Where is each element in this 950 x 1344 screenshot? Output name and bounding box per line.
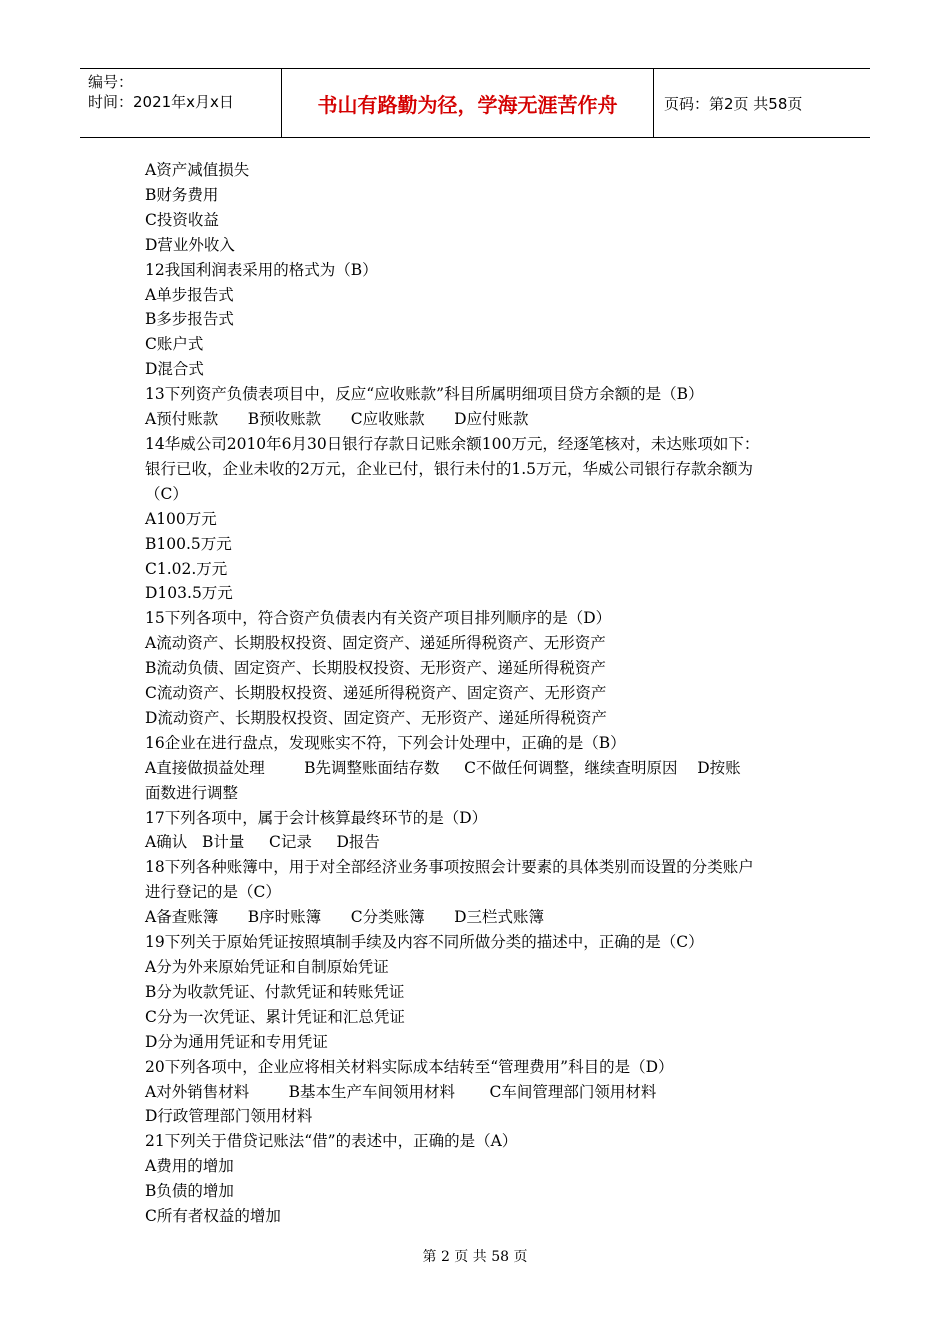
text-line: C所有者权益的增加 [145, 1207, 281, 1226]
text-line: B财务费用 [145, 185, 219, 204]
header-page-info: 页码：第2页 共58页 [664, 94, 803, 113]
text-line: D流动资产、长期股权投资、固定资产、无形资产、递延所得税资产 [145, 708, 607, 727]
number-label: 编号： [88, 73, 134, 91]
text-line: （C） [145, 484, 188, 503]
text-line: 14华威公司2010年6月30日银行存款日记账余额100万元，经逐笔核对，未达账项如下： [145, 434, 760, 453]
date-label: 时间：2021年x月x日 [88, 93, 234, 111]
text-line: D103.5万元 [145, 584, 233, 603]
header-meta [80, 69, 282, 137]
text-line: A确认 B计量 C记录 D报告 [145, 833, 380, 852]
text-line: B100.5万元 [145, 534, 232, 553]
text-line: 12我国利润表采用的格式为（B） [145, 260, 378, 279]
text-line: 17下列各项中，属于会计核算最终环节的是（D） [145, 808, 488, 827]
text-line: 15下列各项中，符合资产负债表内有关资产项目排列顺序的是（D） [145, 609, 612, 628]
text-line: A分为外来原始凭证和自制原始凭证 [145, 958, 389, 976]
text-line: D分为通用凭证和专用凭证 [145, 1032, 328, 1051]
text-line: 18下列各种账簿中，用于对全部经济业务事项按照会计要素的具体类别而设置的分类账户 [145, 858, 754, 877]
text-line: C1.02.万元 [145, 559, 228, 578]
text-line: A单步报告式 [145, 285, 234, 304]
page-footer: 第 2 页 共 58 页 [422, 1249, 528, 1265]
page-header [80, 68, 870, 138]
text-line: A资产减值损失 [145, 161, 250, 179]
text-line: A直接做损益处理 B先调整账面结存数 C不做任何调整，继续查明原因 D按账 [145, 758, 741, 777]
text-line: C账户式 [145, 335, 204, 354]
text-line: 19下列关于原始凭证按照填制手续及内容不同所做分类的描述中，正确的是（C） [145, 933, 704, 952]
text-line: C投资收益 [145, 210, 219, 229]
text-line: B分为收款凭证、付款凭证和转账凭证 [145, 982, 405, 1001]
text-line: D行政管理部门领用材料 [145, 1107, 313, 1126]
text-line: 银行已收，企业未收的2万元，企业已付，银行未付的1.5万元，华威公司银行存款余额为 [145, 459, 754, 478]
text-line: A备查账簿 B序时账簿 C分类账簿 D三栏式账簿 [145, 908, 545, 927]
text-line: A100万元 [145, 509, 217, 528]
text-line: B多步报告式 [145, 310, 234, 329]
text-line: B负债的增加 [145, 1182, 234, 1201]
text-line: 21下列关于借贷记账法“借”的表述中，正确的是（A） [145, 1132, 518, 1151]
text-line: 面数进行调整 [145, 783, 239, 802]
header-slogan: 书山有路勤为径，学海无涯苦作舟 [282, 69, 654, 137]
text-line: 16企业在进行盘点，发现账实不符，下列会计处理中，正确的是（B） [145, 733, 626, 752]
text-line: A费用的增加 [145, 1157, 234, 1176]
text-line: B流动负债、固定资产、长期股权投资、无形资产、递延所得税资产 [145, 659, 606, 678]
text-line: A对外销售材料 B基本生产车间领用材料 C车间管理部门领用材料 [145, 1082, 657, 1101]
text-line: C流动资产、长期股权投资、递延所得税资产、固定资产、无形资产 [145, 684, 607, 703]
text-line: A预付账款 B预收账款 C应收账款 D应付账款 [145, 410, 529, 429]
text-line: A流动资产、长期股权投资、固定资产、递延所得税资产、无形资产 [145, 634, 606, 653]
document-body [145, 158, 825, 1229]
text-line: 13下列资产负债表项目中，反应“应收账款”科目所属明细项目贷方余额的是（B） [145, 385, 704, 404]
text-line: 进行登记的是（C） [145, 883, 281, 902]
text-line: D混合式 [145, 360, 204, 379]
text-line: C分为一次凭证、累计凭证和汇总凭证 [145, 1007, 405, 1026]
text-line: D营业外收入 [145, 235, 235, 254]
text-line: 20下列各项中，企业应将相关材料实际成本结转至“管理费用”科目的是（D） [145, 1057, 674, 1076]
